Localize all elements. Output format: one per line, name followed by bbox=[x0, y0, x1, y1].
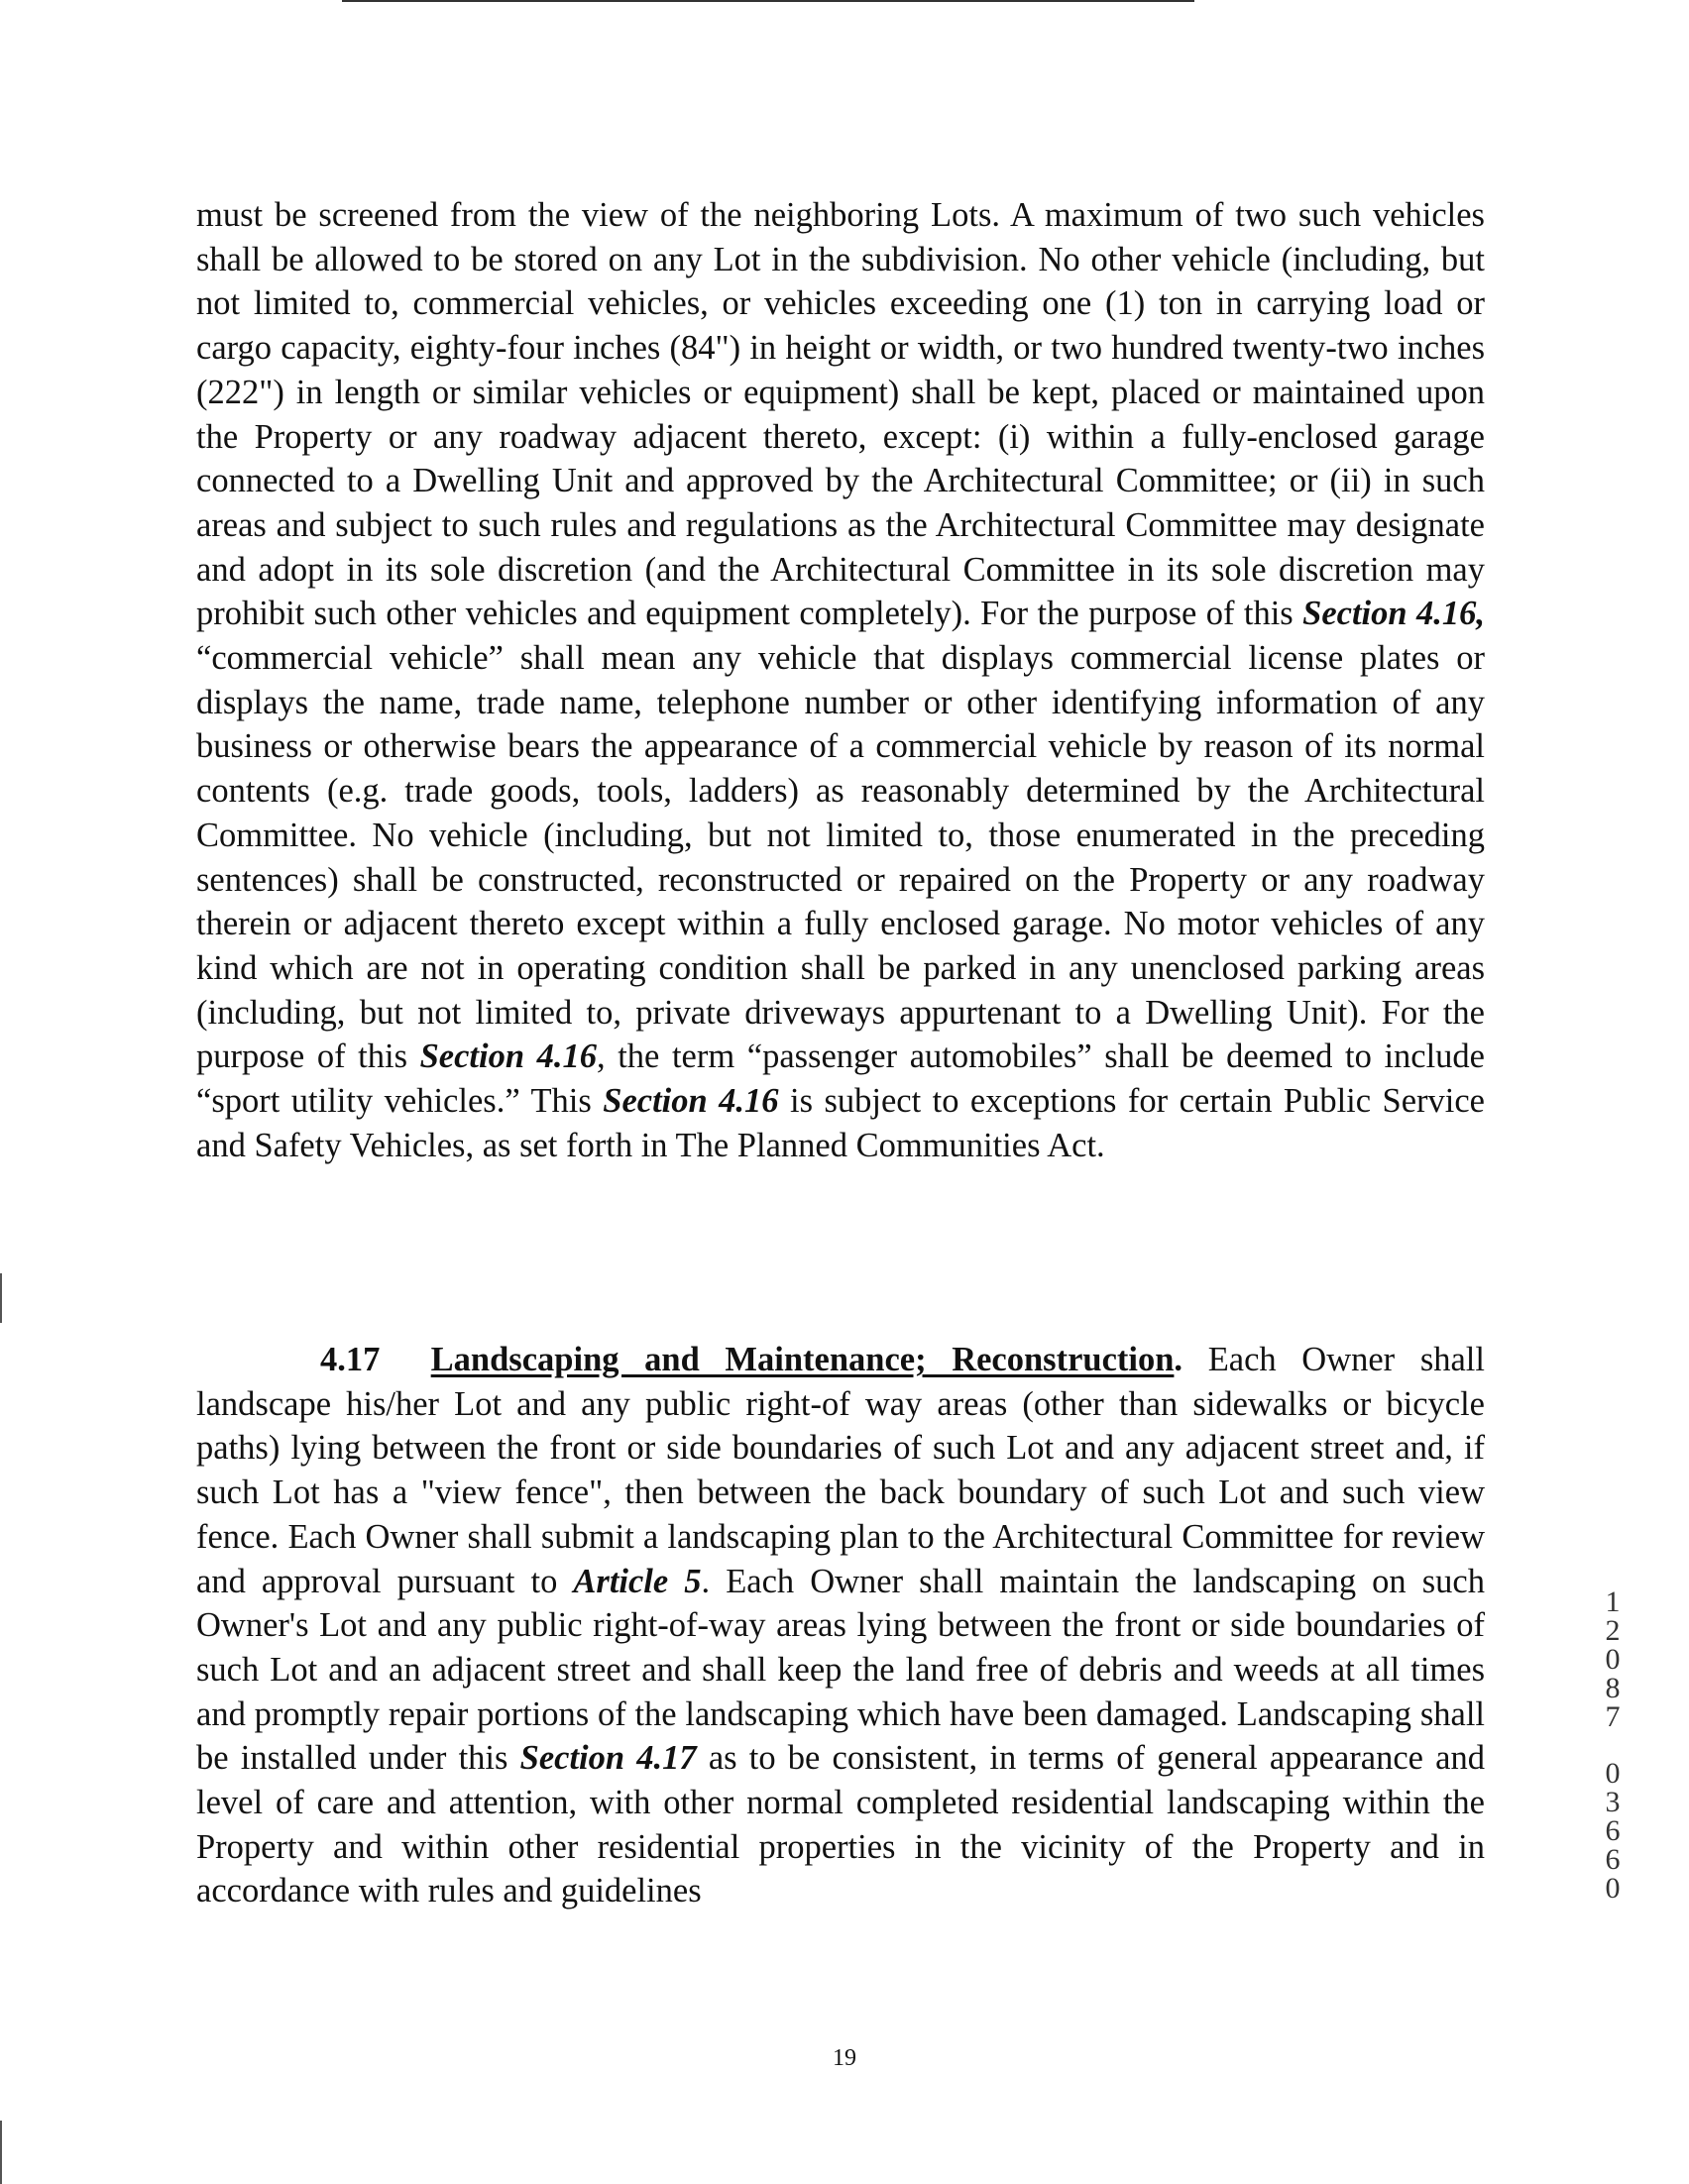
paragraph-text: is subject to exceptions for certain Public Service and Safety Vehicles, as set forth in The Planned Communities Act. bbox=[196, 1082, 1485, 1164]
section-heading-period: . bbox=[1174, 1341, 1183, 1378]
section-reference: Section 4.16 bbox=[603, 1082, 779, 1121]
paragraph-text: “commercial vehicle” shall mean any vehicle that displays commercial license plates or displays the name, trade name, telephone number or other identifying information of any business or otherwise bears the appearance of a commercial vehicle by reason of its normal contents (e.g. trade goods, tools, ladders) as reasonably determined by the Architectural Committee. No vehicle (including, but not limited to, those enumerated in the preceding sentences) shall be constructed, reconstructed or repaired on the Property or any roadway therein or adjacent thereto except within a fully enclosed garage. No motor vehicles of any kind which are not in operating condition shall be parked in any unenclosed parking areas (including, but not limited to, private driveways appurtenant to a Dwelling Unit). For the purpose of this bbox=[196, 639, 1485, 1076]
stamp-digit: 0 bbox=[1605, 1872, 1621, 1905]
paragraph-text: . Each Owner shall maintain the landscaping on such Owner's Lot and any public right-of-way areas lying between the front or side boundaries of such Lot and an adjacent street and shall keep the land free of debris and weeds at all times and promptly repair portions of the landscaping which have been damaged. Landscaping shall be installed under this bbox=[196, 1562, 1485, 1778]
stamp-digit: 2 bbox=[1605, 1614, 1621, 1647]
stamp-digit: 0 bbox=[1605, 1643, 1621, 1676]
stamp-digit: 0 bbox=[1605, 1757, 1621, 1790]
section-number: 4.17 bbox=[320, 1341, 381, 1378]
document-stamp bbox=[1596, 1587, 1630, 1903]
stamp-digit: 7 bbox=[1605, 1700, 1621, 1733]
left-edge-mark bbox=[0, 2121, 2, 2184]
page-number: 19 bbox=[833, 2045, 856, 2071]
paragraph-vehicles bbox=[196, 193, 1485, 1167]
paragraph-text: must be screened from the view of the neighboring Lots. A maximum of two such vehicles shall be allowed to be stored on any Lot in the subdivision. No other vehicle (including, but not limited to, commercial vehicles, or vehicles exceeding one (1) ton in carrying load or cargo capacity, eighty-four inches (84") in height or width, or two hundred twenty-two inches (222") in length or similar vehicles or equipment) shall be kept, placed or maintained upon the Property or any roadway adjacent thereto, except: (i) within a fully-enclosed garage connected to a Dwelling Unit and approved by the Architectural Committee; or (ii) in such areas and subject to such rules and regulations as the Architectural Committee may designate and adopt in its sole discretion (and the Architectural Committee in its sole discretion may prohibit such other vehicles and equipment completely). For the purpose of this bbox=[196, 196, 1485, 633]
section-reference: Section 4.16, bbox=[1302, 595, 1485, 633]
paragraph-text: as to be consistent, in terms of general appearance and level of care and attention, with other normal completed residential landscaping within the Property and within other residential properties in the vicinity of the Property and in accordance with rules and guidelines bbox=[196, 1739, 1485, 1911]
paragraph-text: Each Owner shall landscape his/her Lot and any public right-of way areas (other than sidewalks or bicycle paths) lying between the front or side boundaries of such Lot and any adjacent street and, if such Lot has a "view fence", then between the back boundary of such Lot and such view fence. Each Owner shall submit a landscaping plan to the Architectural Committee for review and approval pursuant to bbox=[196, 1341, 1485, 1600]
paragraph-landscaping bbox=[196, 1338, 1485, 1913]
stamp-digit: 8 bbox=[1605, 1672, 1621, 1704]
section-reference: Section 4.16 bbox=[419, 1037, 597, 1076]
paragraph-text: , the term “passenger automobiles” shall be deemed to include “sport utility vehicles.” This bbox=[196, 1037, 1485, 1121]
stamp-digit: 6 bbox=[1605, 1843, 1621, 1876]
article-reference: Article 5 bbox=[573, 1562, 702, 1600]
stamp-gap bbox=[1596, 1731, 1630, 1759]
stamp-digit: 1 bbox=[1605, 1585, 1621, 1618]
section-heading: Landscaping and Maintenance; Reconstruction bbox=[430, 1341, 1175, 1378]
section-reference: Section 4.17 bbox=[519, 1739, 697, 1778]
stamp-digit: 3 bbox=[1605, 1786, 1621, 1818]
left-edge-mark bbox=[0, 1273, 2, 1323]
stamp-digit: 6 bbox=[1605, 1814, 1621, 1847]
top-border-line bbox=[342, 0, 1194, 2]
